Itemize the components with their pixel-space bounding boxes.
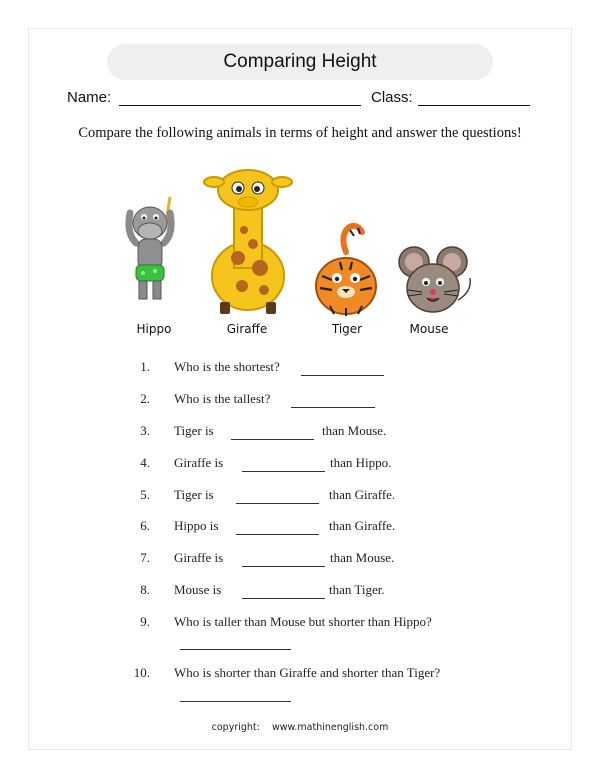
copyright-footer: [0, 722, 600, 733]
answer-blank-10[interactable]: [180, 701, 291, 702]
answer-blank-1[interactable]: [301, 375, 384, 376]
answer-blank-4[interactable]: [242, 471, 325, 472]
hippo-icon: [118, 193, 182, 305]
answer-blank-9[interactable]: [180, 649, 291, 650]
animal-label-tiger: Tiger: [331, 322, 363, 336]
animal-label-mouse: Mouse: [409, 322, 449, 336]
copyright-site: www.mathinenglish.com: [271, 722, 389, 733]
instructions: Compare the following animals in terms of height and answer the questions!: [78, 125, 522, 141]
name-field[interactable]: [119, 105, 361, 106]
title-text: Comparing Height: [223, 51, 377, 72]
answer-blank-2[interactable]: [291, 407, 375, 408]
question-10: 10. Who is shorter than Giraffe and shorter than Tiger?: [133, 665, 441, 680]
copyright-label: copyright:: [211, 722, 260, 733]
class-label: Class:: [371, 89, 413, 106]
question-1: 1. Who is the shortest?: [0, 359, 600, 379]
mouse-icon: [394, 244, 478, 316]
page-title: [107, 44, 493, 80]
question-6: 6. Hippo is than Giraffe.: [140, 518, 396, 533]
giraffe-icon: [198, 158, 298, 318]
question-3: 3. Tiger is than Mouse.: [140, 423, 387, 438]
answer-blank-5[interactable]: [236, 503, 319, 504]
name-class-row: [67, 88, 537, 108]
answer-blank-6[interactable]: [236, 534, 319, 535]
question-4: 4. Giraffe is than Hippo.: [140, 455, 392, 470]
question-7: 7. Giraffe is than Mouse.: [140, 550, 395, 565]
animal-label-giraffe: Giraffe: [226, 322, 268, 336]
name-label: Name:: [67, 89, 112, 106]
question-8: 8. Mouse is than Tiger.: [140, 582, 385, 597]
answer-blank-8[interactable]: [242, 598, 325, 599]
tiger-icon: [310, 222, 382, 318]
question-5: 5. Tiger is than Giraffe.: [140, 487, 396, 502]
answer-blank-7[interactable]: [242, 566, 325, 567]
question-9: 9. Who is taller than Mouse but shorter than Hippo?: [140, 614, 432, 629]
question-2: 2. Who is the tallest?: [0, 391, 600, 411]
class-field[interactable]: [418, 105, 530, 106]
answer-blank-3[interactable]: [231, 439, 314, 440]
animal-label-hippo: Hippo: [136, 322, 172, 336]
